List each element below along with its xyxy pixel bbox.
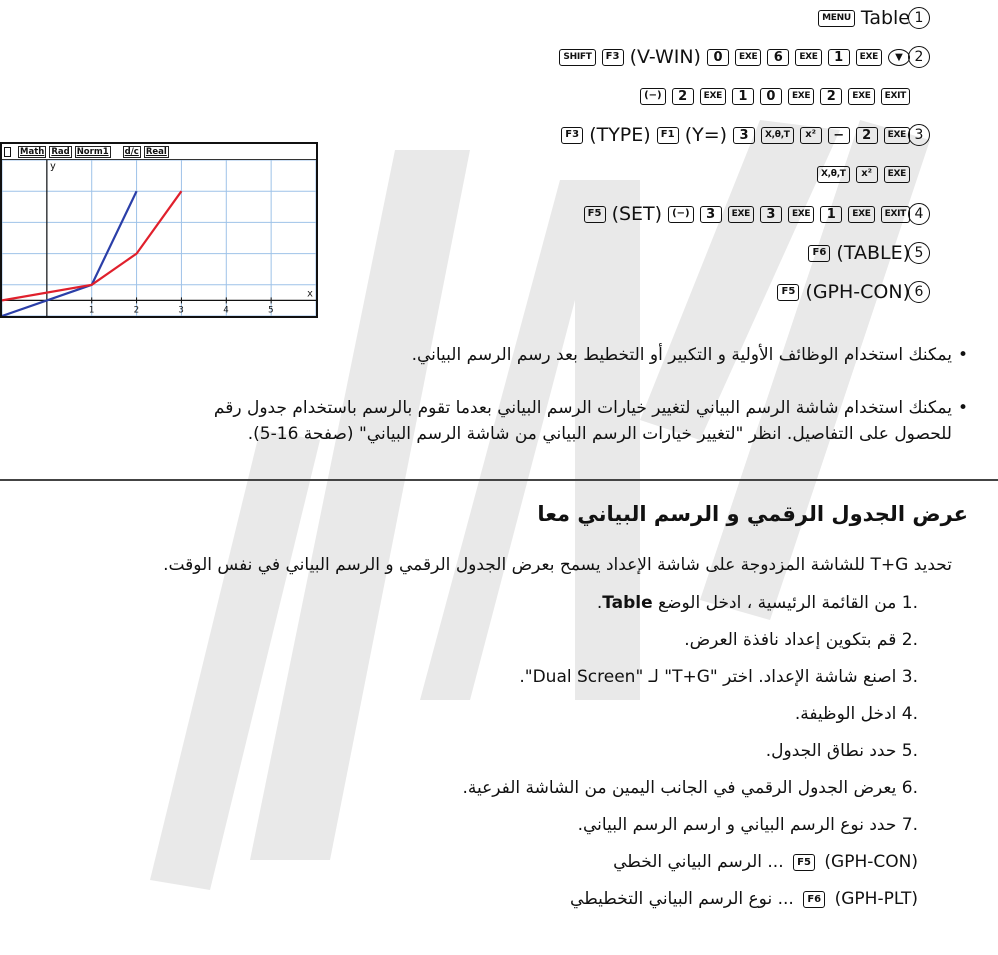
key-2: 2 [820,88,842,105]
exe-key: EXE [856,49,882,66]
step-end: . [596,593,603,613]
x-axis-label: x [307,288,314,300]
f6-key: F6 [808,245,830,262]
key-3: 3 [733,127,755,144]
xthetat-key: X,θ,T [761,127,794,144]
step-num: 7. [901,815,918,835]
option-label: (GPH-CON) [824,852,918,872]
exe-key: EXE [728,206,754,223]
calc-status-bar [2,144,316,160]
key-1: 1 [732,88,754,105]
f5-key: F5 [584,206,606,223]
status-real: Real [145,146,167,157]
table-text: Table [860,7,910,29]
section-intro: تحديد T+G للشاشة المزدوجة على شاشة الإعداد يسمح بعرض الجدول الرقمي و الرسم البياني في نفس الوقت. [163,555,952,575]
x-tick-label: 4 [223,305,229,316]
key-1: 1 [828,49,850,66]
keystroke-row-1 [818,1,910,35]
key-6: 6 [767,49,789,66]
step-number-3: 3 [908,124,930,146]
step-text: من القائمة الرئيسية ، ادخل الوضع [658,593,897,613]
keystroke-row-3b [817,157,910,191]
x-tick-label: 1 [88,305,95,316]
exit-key: EXIT [881,206,910,223]
step-1 [597,593,918,613]
keystroke-row-3 [561,118,910,152]
menu-key: MENU [818,10,855,27]
status-rad: Rad [51,146,70,157]
table-label: (TABLE) [836,242,910,264]
step-num: 3. [901,667,918,687]
f3-key: F3 [602,49,624,66]
key-1: 1 [820,206,842,223]
step-text: حدد نطاق الجدول. [765,741,897,761]
key-0: 0 [760,88,782,105]
table-mode-label: Table [602,593,653,613]
step-num: 1. [901,593,918,613]
step-6 [462,778,918,798]
step-text: اصنع شاشة الإعداد. اختر "T+G" لـ "Dual Screen". [519,667,897,687]
keystroke-row-5 [808,236,910,270]
x-tick-label: 2 [133,305,139,316]
step-num: 6. [901,778,918,798]
status-dc: d/c [124,146,139,157]
x-squared-key: x² [800,127,822,144]
step-text: يعرض الجدول الرقمي في الجانب اليمين من الشاشة الفرعية. [462,778,897,798]
note-1: • يمكنك استخدام الوظائف الأولية و التكبير أو التخطيط بعد رسم الرسم البياني. [412,345,968,365]
step-num: 2. [901,630,918,650]
keystroke-row-6 [777,275,910,309]
exe-key: EXE [848,206,874,223]
step-5 [766,741,918,761]
step-num: 5. [901,741,918,761]
battery-icon [4,147,11,157]
keystroke-row-2b [640,79,910,113]
step-number-4: 4 [908,203,930,225]
yeq-text: (Y=) [684,124,728,146]
step-number-5: 5 [908,242,930,264]
f3-key: F3 [561,127,583,144]
key-0: 0 [707,49,729,66]
y-axis-label: y [49,161,56,172]
step-7 [578,815,918,835]
note-2: • يمكنك استخدام شاشة الرسم البياني لتغيير خيارات الرسم البياني بعدما تقوم بالرسم باستخدام جدول رقم [214,398,968,418]
step-text: حدد نوع الرسم البياني و ارسم الرسم البياني. [577,815,897,835]
calculator-screen [0,142,318,318]
exe-key: EXE [848,88,874,105]
xthetat-key: X,θ,T [817,166,850,183]
option-desc: ... الرسم البياني الخطي [613,852,784,872]
step-number-2: 2 [908,46,930,68]
step-2 [684,630,918,650]
graph-canvas [2,160,316,316]
key-2: 2 [856,127,878,144]
negative-key: (−) [668,206,694,223]
step-3 [519,667,918,687]
vwin-text: (V-WIN) [629,46,701,68]
key-3: 3 [700,206,722,223]
key-3: 3 [760,206,782,223]
step-number-6: 6 [908,281,930,303]
x-tick-label: 3 [178,305,184,316]
key-2: 2 [672,88,694,105]
f6-key: F6 [803,891,825,908]
exe-key: EXE [795,49,821,66]
option-desc: ... نوع الرسم البياني التخطيطي [570,889,794,909]
keystroke-row-4 [584,197,910,231]
exit-key: EXIT [881,88,910,105]
exe-key: EXE [788,206,814,223]
keystroke-row-2 [559,40,910,74]
x-squared-key: x² [856,166,878,183]
note-2-continued: للحصول على التفاصيل. انظر "لتغيير خيارات الرسم البياني من شاشة الرسم البياني" (صفحة 16-5). [247,424,952,444]
exe-key: EXE [884,127,910,144]
gphcon-label: (GPH-CON) [805,281,910,303]
f1-key: F1 [657,127,679,144]
step-text: ادخل الوظيفة. [794,704,897,724]
status-norm: Norm1 [76,146,109,157]
shift-key: SHIFT [559,49,595,66]
exe-key: EXE [884,166,910,183]
x-tick-label: 5 [268,305,274,316]
option-label: (GPH-PLT) [834,889,918,909]
f5-key: F5 [793,854,815,871]
exe-key: EXE [700,88,726,105]
option-gph-plt [570,889,918,909]
set-text: (SET) [611,203,663,225]
step-num: 4. [901,704,918,724]
down-arrow-icon: ▼ [888,49,910,66]
f5-key: F5 [777,284,799,301]
section-divider [0,479,998,481]
minus-key: − [828,127,850,144]
section-heading: عرض الجدول الرقمي و الرسم البياني معا [537,502,968,526]
exe-key: EXE [735,49,761,66]
step-4 [795,704,918,724]
type-text: (TYPE) [589,124,651,146]
status-math: Math [20,146,45,157]
step-text: قم بتكوين إعداد نافذة العرض. [684,630,897,650]
option-gph-con [613,852,918,872]
negative-key: (−) [640,88,666,105]
step-number-1: 1 [908,7,930,29]
exe-key: EXE [788,88,814,105]
